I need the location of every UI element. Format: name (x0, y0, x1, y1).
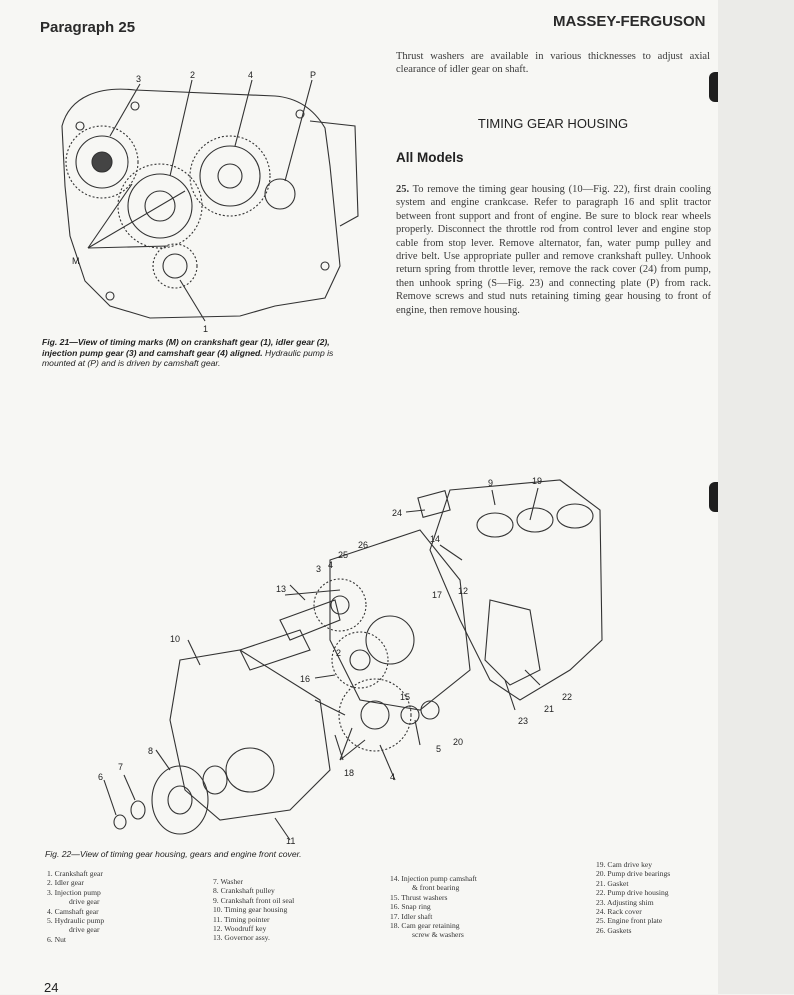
callout-3: 3 (136, 74, 142, 84)
leader-line (104, 780, 116, 815)
camshaft-gear-rim (200, 146, 260, 206)
leader-line (285, 590, 340, 595)
callout-22: 22 (562, 692, 573, 702)
callout-m: M (72, 256, 80, 266)
leader-line (525, 670, 540, 685)
intro-text: Thrust washers are available in various thicknesses to adjust axial clearance of idler gear on shaft. (396, 51, 710, 76)
legend-item: 7. Washer (213, 877, 244, 886)
legend-item: 26. Gaskets (596, 925, 632, 935)
leader-line (492, 490, 495, 505)
callout-17: 17 (432, 590, 443, 600)
leader-line (315, 675, 335, 678)
callout-12: 12 (458, 586, 469, 596)
callout-4: 4 (248, 70, 254, 80)
figure-21-caption (42, 337, 360, 369)
bolt (76, 122, 84, 130)
front-plate-outline (62, 89, 340, 318)
leader-m2 (88, 191, 185, 248)
housing-seal-bore (226, 748, 274, 792)
washer (131, 801, 145, 819)
callout-1: 1 (203, 324, 209, 334)
callout-18: 18 (344, 768, 355, 778)
callout-14: 14 (430, 534, 441, 544)
leader-line (406, 510, 425, 512)
callout-10: 10 (170, 634, 181, 644)
legend-item: 16. Snap ring (390, 902, 431, 912)
legend-item: 8. Crankshaft pulley (213, 886, 275, 896)
legend-column-3 (390, 874, 477, 940)
callout-23: 23 (518, 716, 529, 726)
figure-21-timing-gears (40, 66, 375, 336)
legend-item: 23. Adjusting shim (596, 897, 654, 907)
leader-line (440, 545, 462, 560)
callout-4: 4 (328, 560, 334, 570)
bolt (321, 262, 329, 270)
engine-block (430, 480, 602, 700)
callout-7: 7 (118, 762, 124, 772)
figure-21-caption-rest: Hydraulic pump is mounted at (P) and is driven by camshaft gear. (42, 347, 334, 369)
legend-item: 9. Crankshaft front oil seal (213, 895, 295, 905)
callout-11: 11 (286, 836, 296, 846)
callout-26: 26 (358, 540, 369, 550)
legend-item: 2. Idler gear (47, 878, 84, 888)
callout-5: 5 (436, 744, 442, 754)
cylinder-bore (477, 513, 513, 537)
running-header-brand: MASSEY-FERGUSON (553, 13, 706, 30)
figure-21-caption-lead: Fig. 21—View of timing marks (M) on crankshaft gear (1), idler gear (2), injection pump gear (3) and camshaft gear (4) aligned. (42, 337, 330, 358)
legend-item: 24. Rack cover (596, 907, 642, 917)
subsection-title: All Models (396, 150, 464, 165)
legend-item: 1. Crankshaft gear (47, 869, 103, 878)
callout-21: 21 (544, 704, 555, 714)
legend-column-2 (213, 877, 294, 943)
figure-22-exploded-view (90, 470, 610, 850)
figure-22-caption: Fig. 22—View of timing gear housing, gears and engine front cover. (45, 849, 302, 859)
callout-25: 25 (338, 550, 349, 560)
injection-pump-gear-center (92, 152, 112, 172)
pump-drive-housing (485, 600, 540, 685)
legend-item: 19. Cam drive key (596, 860, 653, 869)
legend-item: 3. Injection pump (47, 887, 101, 897)
legend-item: 12. Woodruff key (213, 924, 267, 934)
bolt (131, 102, 139, 110)
nut (114, 815, 126, 829)
legend-item: 5. Hydraulic pump (47, 916, 105, 926)
leader-line (124, 775, 135, 800)
legend-item: & front bearing (412, 883, 460, 893)
crankshaft-gear-hub (163, 254, 187, 278)
legend-item: drive gear (69, 897, 100, 907)
legend-column-4 (596, 860, 670, 935)
callout-6: 6 (98, 772, 104, 782)
camshaft-gear-exploded (339, 679, 411, 751)
paragraph-25 (396, 183, 711, 317)
crankshaft-gear (153, 244, 197, 288)
legend-item: 15. Thrust washers (390, 892, 448, 902)
legend-item: 25. Engine front plate (596, 916, 663, 926)
callout-p: P (310, 70, 317, 80)
paragraph-text: To remove the timing gear housing (10—Fig. 22), first drain cooling system and engine crankcase. Refer to paragraph 16 and split tractor between front support and front of engine. Be sure to block rear wheels properly. Disconnect the throttle rod from control lever and engine stop cable from stop lever. Remove alternator, fan, water pump pulley and drive belt. Use appropriate puller and remove crankshaft pulley. Unhook return spring from throttle lever, remove the rack cover (24) from pump, then unhook spring (S—Fig. 23) and connecting plate (P) from rack. Remove screws and stud nuts retaining timing gear housing to front of engine, then remove housing. (396, 184, 712, 316)
leader-2 (170, 80, 192, 176)
callout-15: 15 (400, 692, 411, 702)
hydraulic-pump-mount (265, 179, 295, 209)
bolt (106, 292, 114, 300)
page-number: 24 (44, 980, 59, 995)
legend-item: drive gear (69, 925, 100, 935)
legend-item: 13. Governor assy. (213, 933, 270, 943)
callout-2: 2 (190, 70, 196, 80)
gear-hub (361, 701, 389, 729)
crankshaft-pulley (152, 766, 208, 834)
callout-24: 24 (392, 508, 403, 518)
camshaft-gear-hub (218, 164, 242, 188)
engine-front-plate (330, 530, 470, 710)
legend-item: screw & washers (412, 930, 464, 940)
leader-line (156, 750, 170, 770)
leader-line (530, 488, 538, 520)
callout-16: 16 (300, 674, 311, 684)
callout-4-lower: 4 (390, 772, 396, 782)
leader-line (315, 700, 345, 715)
thumb-tab-mark (709, 482, 718, 512)
leader-line (188, 640, 200, 665)
gear-hub (350, 650, 370, 670)
callout-9: 9 (488, 478, 494, 488)
section-title: TIMING GEAR HOUSING (477, 116, 629, 131)
legend-item: 4. Camshaft gear (47, 906, 99, 916)
callout-8: 8 (148, 746, 154, 756)
callout-3: 3 (316, 564, 322, 574)
callout-2: 2 (336, 648, 342, 658)
legend-item: 14. Injection pump camshaft (390, 874, 477, 883)
legend-item: 21. Gasket (596, 878, 629, 888)
thrust-washer (421, 701, 439, 719)
front-oil-seal (203, 766, 227, 794)
leader-1 (180, 280, 205, 321)
legend-item: 22. Pump drive housing (596, 888, 669, 898)
legend-item: 6. Nut (47, 934, 66, 944)
legend-item: 11. Timing pointer (213, 914, 270, 924)
leader-p (285, 80, 312, 181)
legend-item: 20. Pump drive bearings (596, 869, 671, 879)
page-edge-strip (718, 0, 794, 994)
paragraph-number: 25. (396, 184, 410, 195)
pulley-hub (168, 786, 192, 814)
callout-19: 19 (532, 476, 543, 486)
leader-4 (235, 80, 252, 146)
running-header-paragraph: Paragraph 25 (40, 19, 136, 36)
cylinder-bore (557, 504, 593, 528)
legend-item: 10. Timing gear housing (213, 905, 288, 915)
legend-item: 18. Cam gear retaining (390, 921, 460, 931)
callout-13: 13 (276, 584, 287, 594)
plate-opening (366, 616, 414, 664)
gear-hub (331, 596, 349, 614)
legend-item: 17. Idler shaft (390, 911, 433, 921)
thumb-tab-mark (709, 72, 718, 102)
callout-20: 20 (453, 737, 464, 747)
leader-line (415, 720, 420, 745)
leader-m1 (88, 184, 132, 248)
legend-column-1 (47, 869, 104, 944)
leader-line (290, 585, 305, 600)
cylinder-bore (517, 508, 553, 532)
